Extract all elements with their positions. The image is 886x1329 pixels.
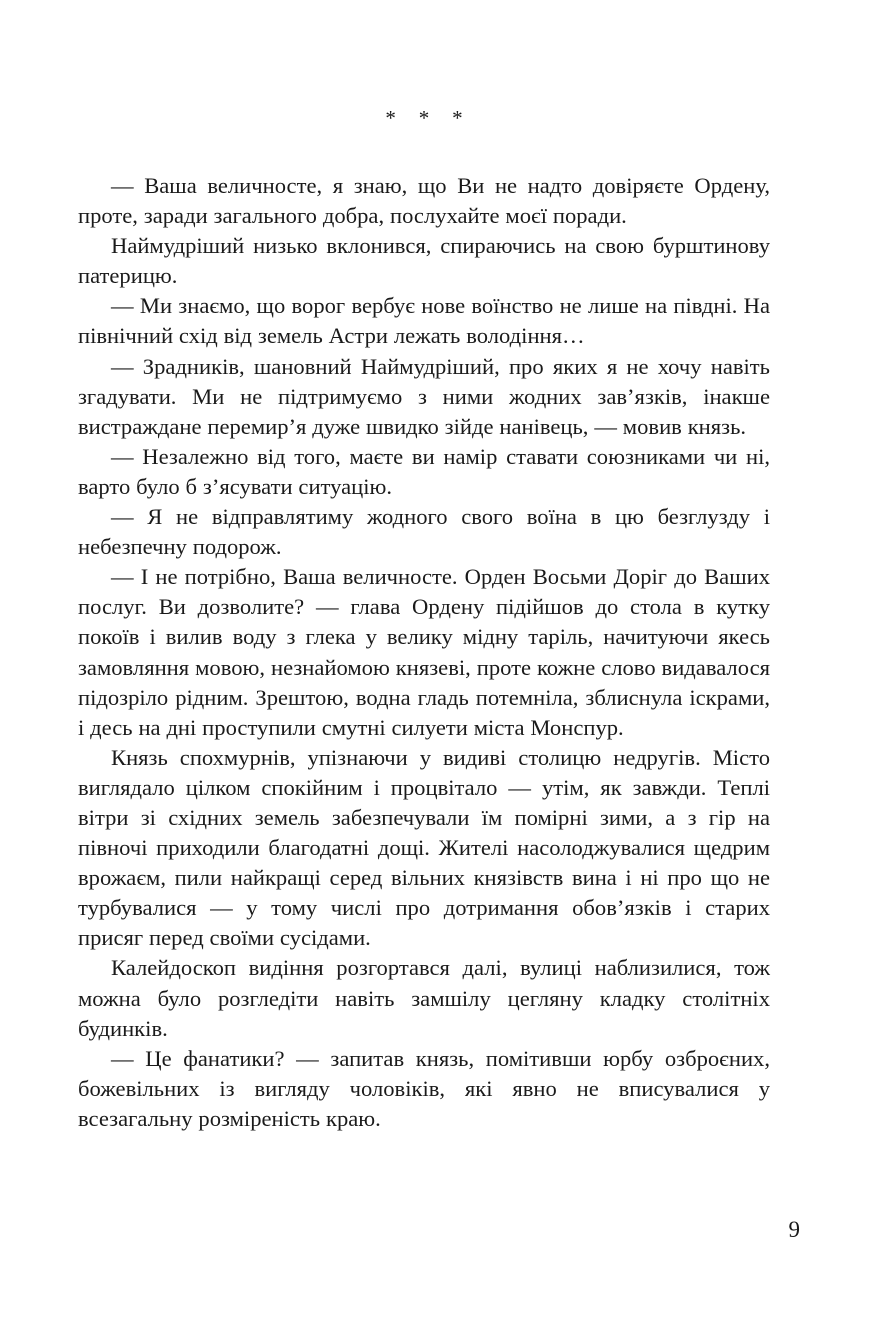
paragraph: Князь спохмурнів, упізнаючи у видиві столицю недругів. Місто виглядало цілком спокійним і процвітало — утім, як завжди. Теплі вітри зі східних земель забезпечували їм помірні зими, а з гір на півночі приходили благодатні дощі. Жителі насолоджувалися щедрим врожаєм, пили найкращі серед вільних князівств вина і ні про що не турбувалися — у тому числі про дотримання обов’язків і старих присяг перед своїми сусідами. <box>78 744 770 951</box>
paragraph: Калейдоскоп видіння розгортався далі, вулиці наблизилися, тож можна було розгледіти навіть замшілу цегляну кладку столітніх будинків. <box>78 955 770 1041</box>
paragraph: — Незалежно від того, маєте ви намір ставати союзниками чи ні, варто було б з’ясувати ситуацію. <box>78 443 770 499</box>
paragraph: — Ваша величносте, я знаю, що Ви не надто довіряєте Ордену, проте, заради загального добра, послухайте моєї поради. <box>78 173 770 229</box>
scene-break-separator: * * * <box>385 106 472 130</box>
paragraph: — Я не відправлятиму жодного свого воїна в цю безглузду і небезпечну подорож. <box>78 504 770 560</box>
page-number: 9 <box>788 1217 800 1242</box>
page-text-block <box>78 108 770 1134</box>
paragraph: Наймудріший низько вклонився, спираючись на свою бурштинову патерицю. <box>78 233 770 289</box>
paragraph: — І не потрібно, Ваша величносте. Орден Восьми Доріг до Ваших послуг. Ви дозволите? — глава Ордену підійшов до стола в кутку покоїв і вилив воду з глека у велику мідну таріль, начитуючи якесь замовляння мовою, незнайомою князеві, проте кожне слово видавалося підозріло рідним. Зрештою, водна гладь потемніла, зблиснула іскрами, і десь на дні проступили смутні силуети міста Монспур. <box>78 564 770 740</box>
paragraph: — Ми знаємо, що ворог вербує нове воїнство не лише на півдні. На північний схід від земель Астри лежать володіння… <box>78 293 770 349</box>
paragraph: — Зрадників, шановний Наймудріший, про яких я не хочу навіть згадувати. Ми не підтримуємо з ними жодних зав’язків, інакше вистраждане перемир’я дуже швидко зійде нанівець, — мовив князь. <box>78 353 770 439</box>
paragraph: — Це фанатики? — запитав князь, помітивши юрбу озброєних, божевільних із вигляду чоловіків, які явно не вписувалися у всезагальну розміреність краю. <box>78 1045 770 1131</box>
